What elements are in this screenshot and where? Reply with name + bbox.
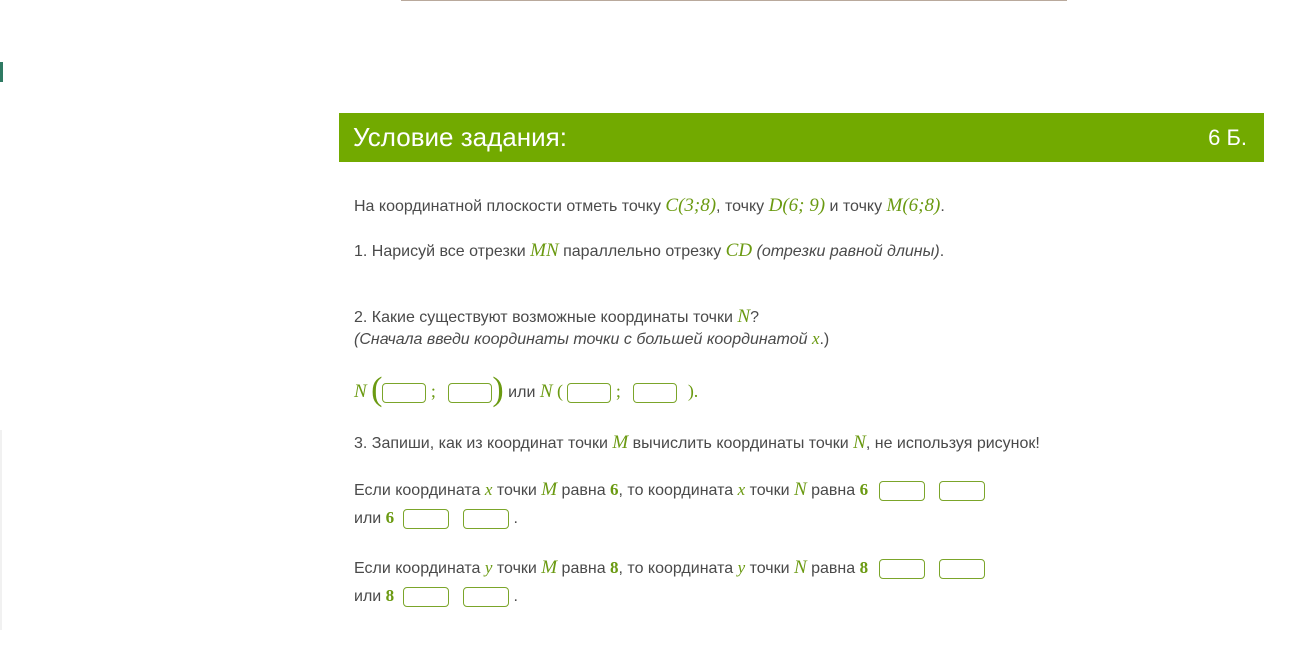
task-title: Условие задания:: [353, 122, 567, 152]
segment-cd: CD: [725, 240, 753, 261]
y-rule-val-input-2[interactable]: [463, 587, 509, 607]
n1-y-input[interactable]: [448, 383, 492, 403]
point-n: N: [737, 306, 751, 327]
intro-text: На координатной плоскости отметь точку C(3;8), точку D(6; 9) и точку M(6;8).: [354, 195, 945, 216]
y-rule-line1: Если координата y точки M равна 8, то координата y точки N равна 8: [354, 557, 985, 580]
segment-mn: MN: [530, 240, 559, 261]
point-m: M(6;8): [886, 195, 941, 216]
top-divider: [401, 0, 1067, 1]
task2-question: 2. Какие существуют возможные координаты точки N?: [354, 306, 759, 327]
left-scroll-edge: [0, 430, 2, 630]
answer-n2: N: [539, 381, 553, 402]
task2-hint: (Сначала введи координаты точки с большей координатой x.): [354, 329, 830, 348]
left-edge-marker: [0, 62, 3, 82]
x-rule-line2: или 6 .: [354, 508, 518, 527]
or-label: или: [508, 384, 536, 401]
x-rule-op-input-1[interactable]: [879, 481, 925, 501]
task1-text: 1. Нарисуй все отрезки MN параллельно отрезку CD (отрезки равной длины).: [354, 240, 945, 261]
task3-text: 3. Запиши, как из координат точки M вычислить координаты точки N, не используя рисунок!: [354, 432, 1040, 453]
n1-x-input[interactable]: [382, 383, 426, 403]
y-rule-op-input-1[interactable]: [879, 559, 925, 579]
n2-x-input[interactable]: [567, 383, 611, 403]
x-rule-val-input-1[interactable]: [939, 481, 985, 501]
answer-n1: N: [354, 381, 367, 402]
task2-answer-row: N ( ; ) или N ( ; ).: [354, 371, 699, 408]
x-rule-op-input-2[interactable]: [403, 509, 449, 529]
point-d: D(6; 9): [768, 195, 826, 216]
x-rule-line1: Если координата x точки M равна 6, то координата x точки N равна 6: [354, 479, 985, 502]
task-points: 6 Б.: [1208, 125, 1247, 150]
y-rule-val-input-1[interactable]: [939, 559, 985, 579]
n2-y-input[interactable]: [633, 383, 677, 403]
task1-note: (отрезки равной длины): [756, 243, 940, 260]
y-rule-op-input-2[interactable]: [403, 587, 449, 607]
y-rule-line2: или 8 .: [354, 586, 518, 605]
x-rule-val-input-2[interactable]: [463, 509, 509, 529]
point-c: C(3;8): [665, 195, 717, 216]
task-header: [339, 113, 1264, 162]
